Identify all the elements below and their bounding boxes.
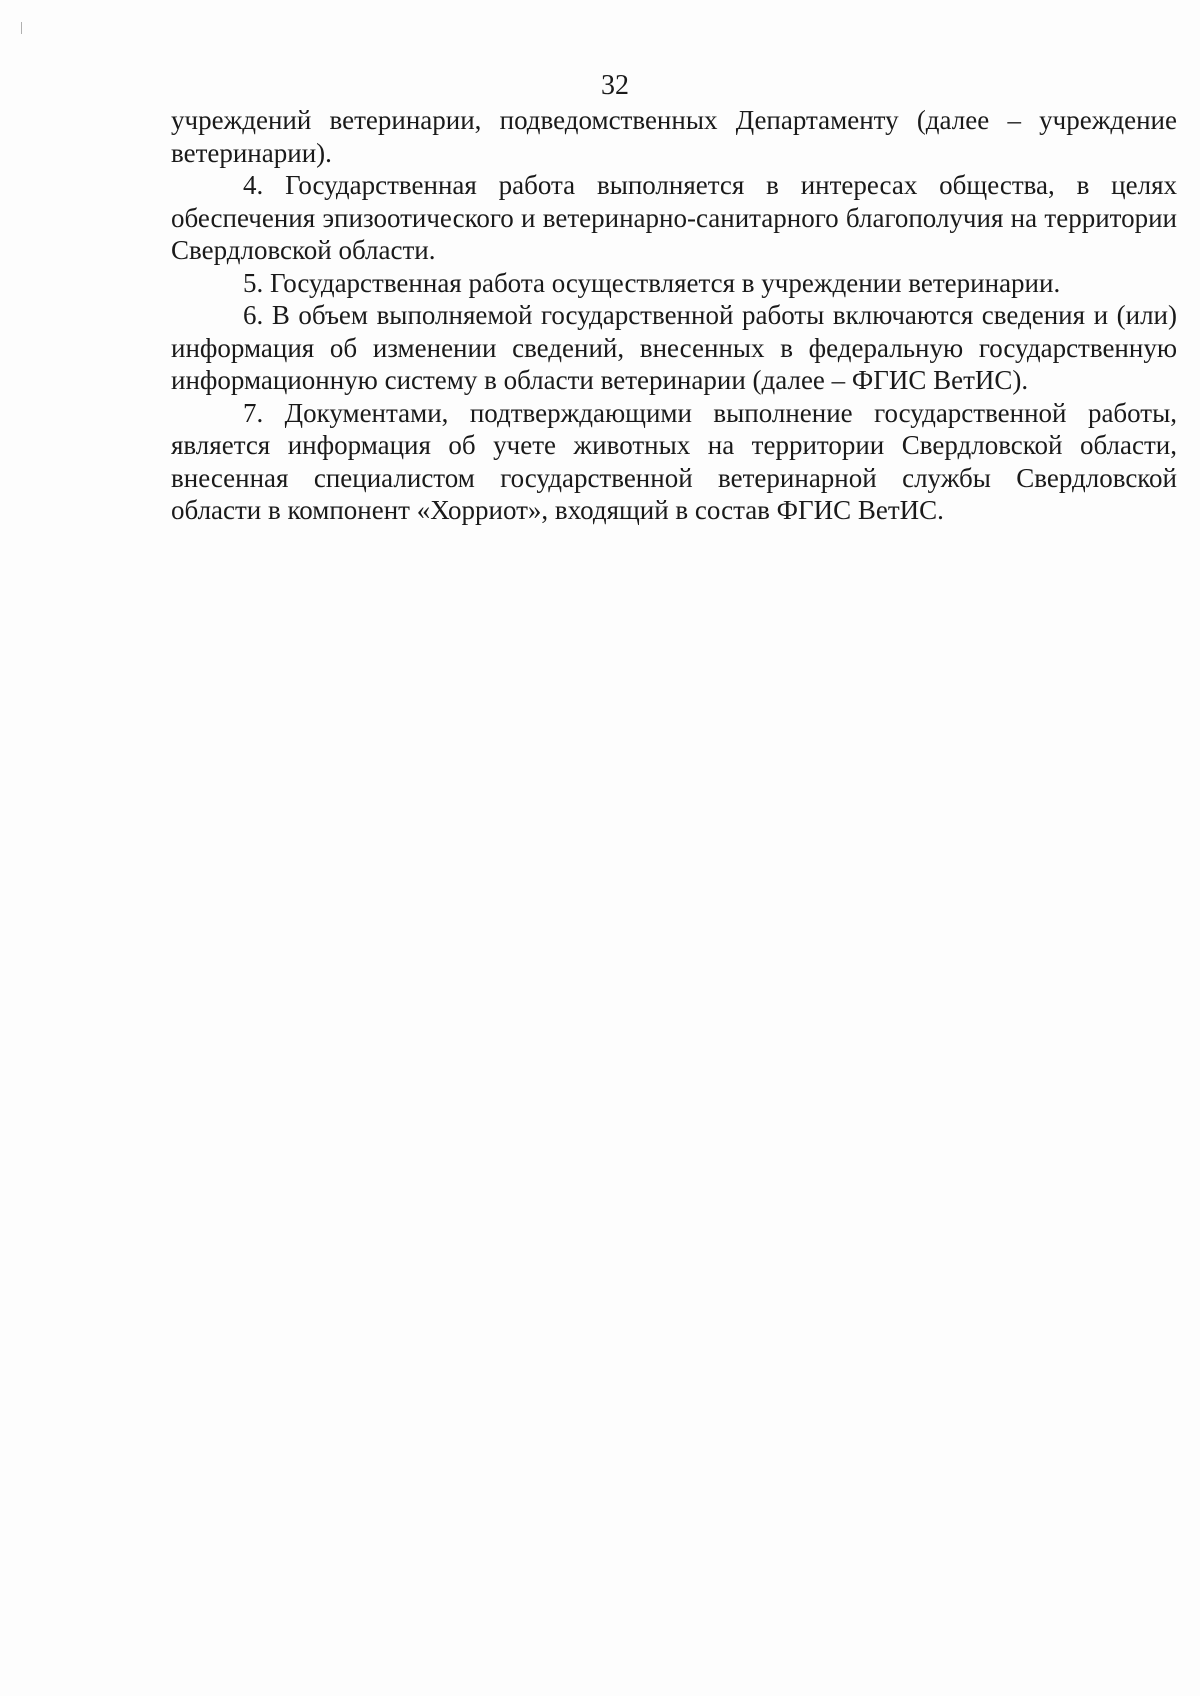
paragraph-continuation: учреждений ветеринарии, подведомственных Департаменту (далее – учреждение ветеринарии).	[171, 105, 1177, 168]
document-body	[171, 104, 1177, 527]
paragraph-item-6: 6. В объем выполняемой государственной работы включаются сведения и (или) информация об изменении сведений, внесенных в федеральную государственную информационную систему в области ветеринарии (далее – ФГИС ВетИС).	[171, 300, 1177, 395]
page-number: 32	[601, 70, 629, 101]
scan-edge-mark	[21, 22, 22, 34]
paragraph-item-5: 5. Государственная работа осуществляется в учреждении ветеринарии.	[243, 267, 1061, 298]
paragraph-item-4: 4. Государственная работа выполняется в интересах общества, в целях обеспечения эпизоотического и ветеринарно-санитарного благополучия на территории Свердловской области.	[171, 170, 1177, 265]
paragraph-item-7: 7. Документами, подтверждающими выполнение государственной работы, является информация об учете животных на территории Свердловской области, внесенная специалистом государственной ветеринарной службы Свердловской области в компонент «Хорриот», входящий в состав ФГИС ВетИС.	[171, 397, 1177, 525]
